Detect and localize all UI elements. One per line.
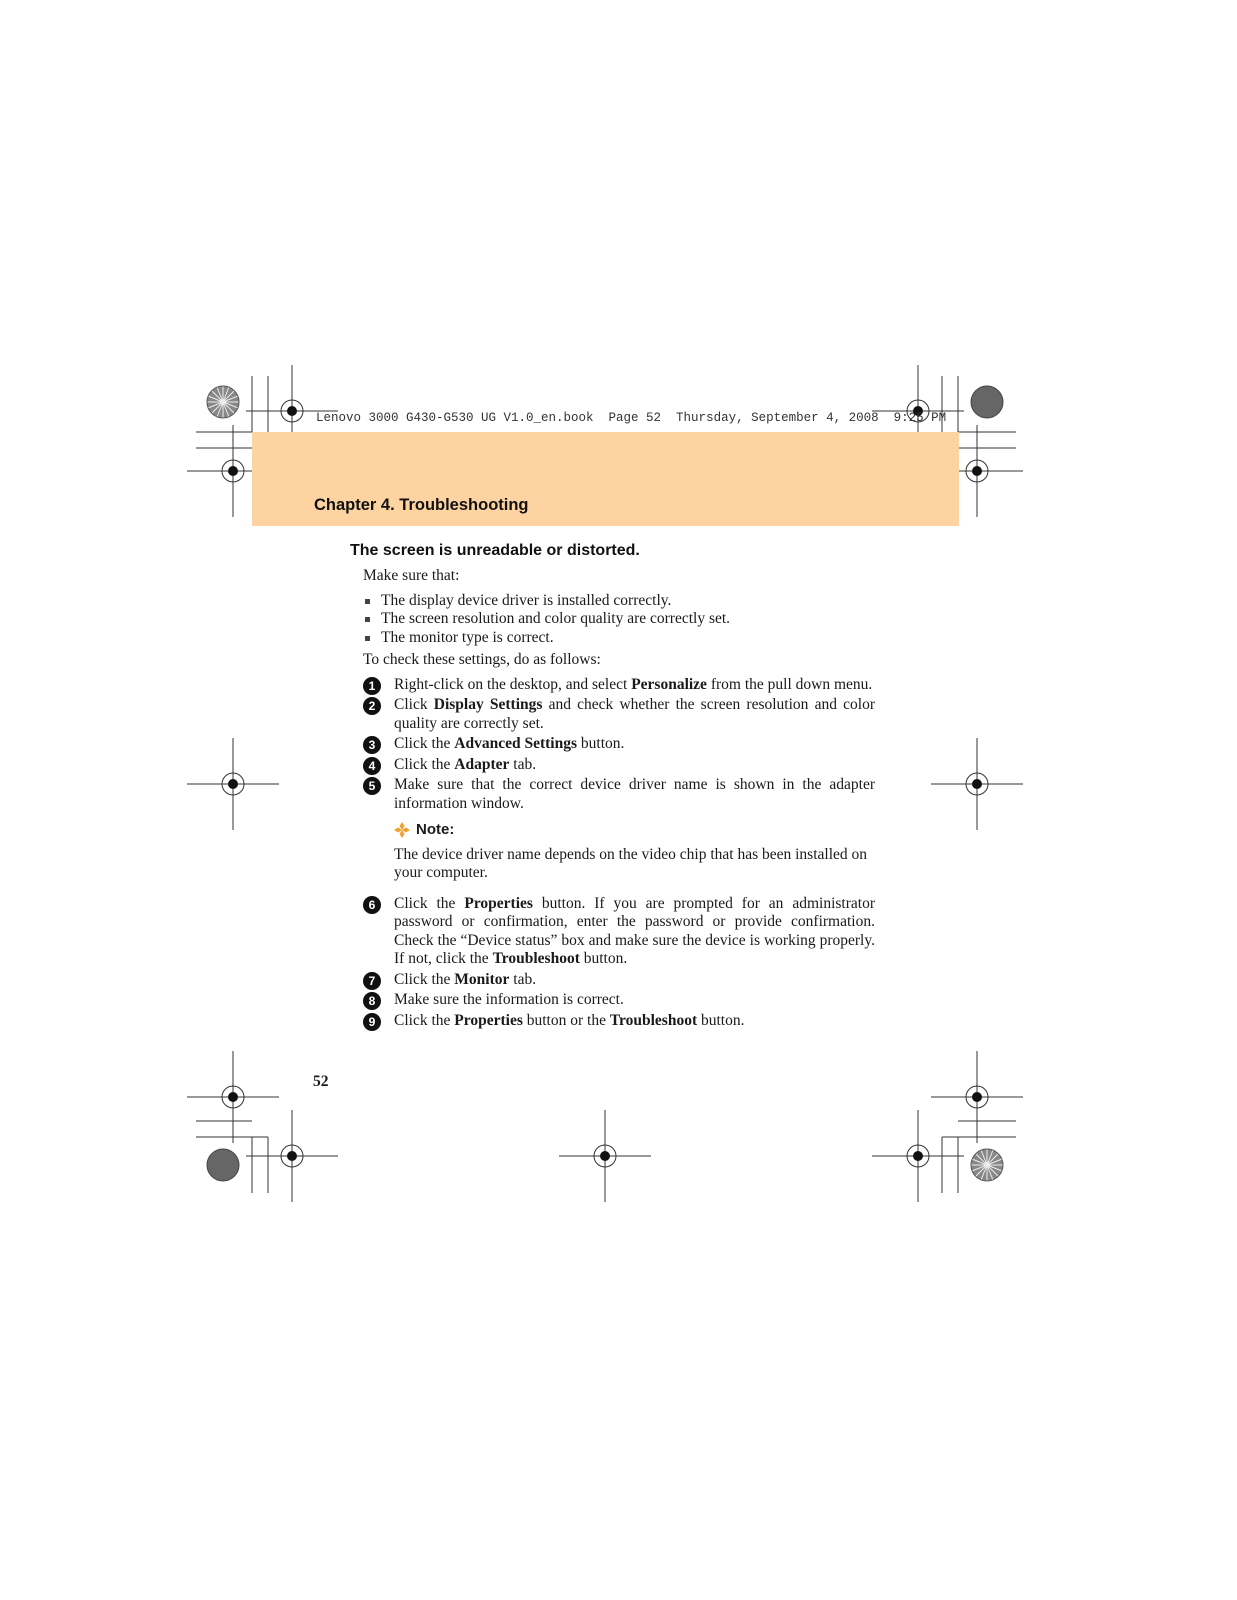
step-number-icon: 6 <box>363 896 381 914</box>
steps-list <box>363 676 875 1031</box>
lead-text: To check these settings, do as follows: <box>363 651 601 668</box>
step-number-icon: 2 <box>363 697 381 715</box>
note-text: The device driver name depends on the video chip that has been installed on your computer. <box>394 845 868 881</box>
list-item: The display device driver is installed correctly. <box>363 592 875 611</box>
step-number-icon: 1 <box>363 677 381 695</box>
print-slug: Lenovo 3000 G430-G530 UG V1.0_en.book Page 52 Thursday, September 4, 2008 9:25 PM <box>316 411 947 425</box>
step-number-icon: 7 <box>363 972 381 990</box>
step-9: 9 Click the Properties button or the Troubleshoot button. <box>363 1012 875 1031</box>
step-number-icon: 5 <box>363 777 381 795</box>
step-number-icon: 3 <box>363 736 381 754</box>
section-body <box>363 567 875 1032</box>
step-3: 3 Click the Advanced Settings button. <box>363 735 875 754</box>
step-2: 2 Click Display Settings and check whether the screen resolution and color quality are correctly set. <box>363 696 875 733</box>
step-6: 6 Click the Properties button. If you are prompted for an administrator password or confirmation, enter the password or provide confirmation. Check the “Device status” box and make sure the device is working properly. If not, click the Troubleshoot button. <box>363 895 875 969</box>
step-number-icon: 8 <box>363 992 381 1010</box>
intro-text: Make sure that: <box>363 567 460 584</box>
bullet-square-icon <box>365 636 370 641</box>
note-box <box>363 821 875 883</box>
step-number-icon: 4 <box>363 757 381 775</box>
bullet-square-icon <box>365 617 370 622</box>
list-item: The monitor type is correct. <box>363 629 875 648</box>
step-7: 7 Click the Monitor tab. <box>363 971 875 990</box>
chapter-title: Chapter 4. Troubleshooting <box>314 496 529 514</box>
step-4: 4 Click the Adapter tab. <box>363 756 875 775</box>
step-5: 5 Make sure that the correct device driver name is shown in the adapter information window. <box>363 776 875 813</box>
note-diamond-icon <box>394 822 410 838</box>
step-8: 8 Make sure the information is correct. <box>363 991 875 1010</box>
note-label: Note: <box>416 821 455 838</box>
page-number: 52 <box>313 1073 329 1090</box>
step-number-icon: 9 <box>363 1013 381 1031</box>
section-heading: The screen is unreadable or distorted. <box>350 542 640 559</box>
checklist <box>363 592 875 648</box>
bullet-square-icon <box>365 599 370 604</box>
chapter-band <box>252 432 959 526</box>
step-1: 1 Right-click on the desktop, and select Personalize from the pull down menu. <box>363 676 875 695</box>
list-item: The screen resolution and color quality are correctly set. <box>363 610 875 629</box>
